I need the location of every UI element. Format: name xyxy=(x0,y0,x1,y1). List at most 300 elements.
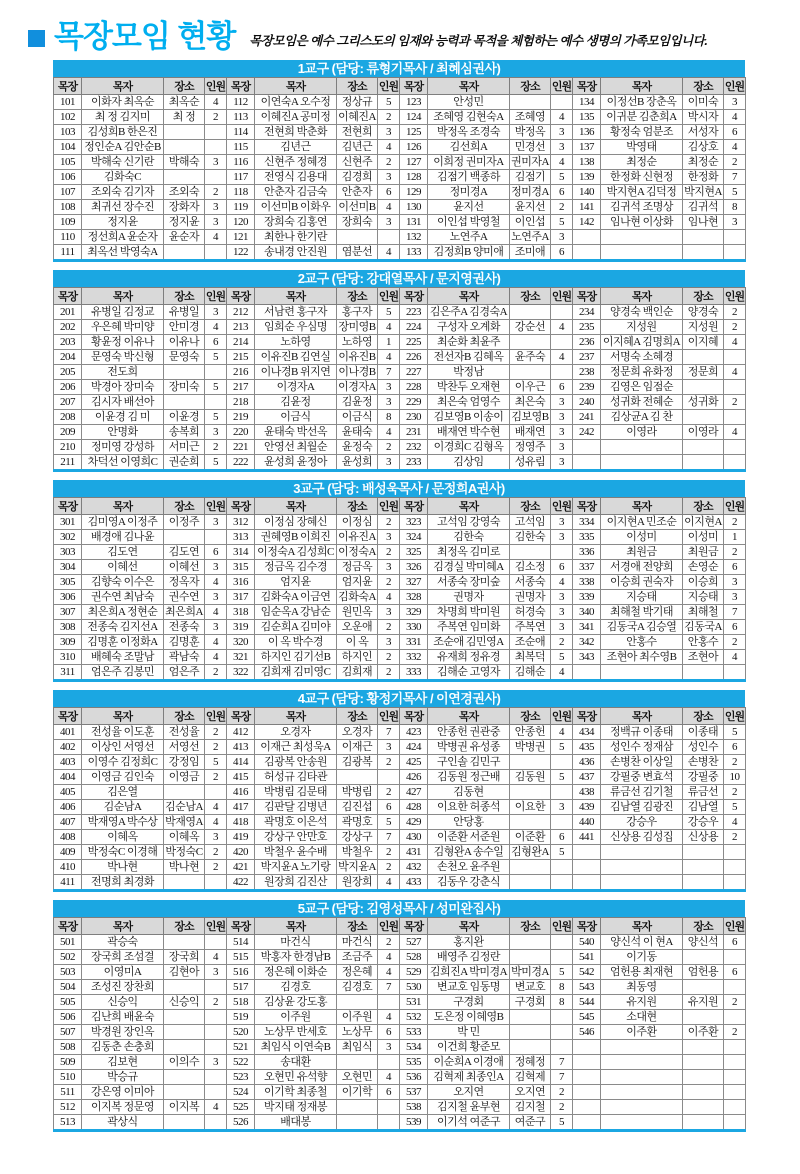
cell-moksa-names: 이건희 황준모 xyxy=(428,1040,510,1055)
cell-place: 이영라 xyxy=(683,425,724,440)
cell-place: 최복덕 xyxy=(510,650,551,665)
table-row xyxy=(54,1115,746,1131)
cell-count xyxy=(551,935,573,950)
cell-count: 8 xyxy=(378,410,400,425)
table-row xyxy=(54,725,746,740)
column-header-moksa-names: 목자 xyxy=(601,918,683,935)
cell-place: 성귀화 xyxy=(683,395,724,410)
section-1 xyxy=(53,60,745,262)
cell-place: 김동원 xyxy=(510,770,551,785)
cell-count xyxy=(724,245,746,261)
cell-mokjang-no: 413 xyxy=(227,740,255,755)
table-row xyxy=(54,320,746,335)
cell-mokjang-no: 420 xyxy=(227,845,255,860)
cell-mokjang-no: 223 xyxy=(400,305,428,320)
cell-count: 7 xyxy=(724,170,746,185)
cell-moksa-names: 성귀화 전혜순 xyxy=(601,395,683,410)
cell-moksa-names: 도은정 이혜영B xyxy=(428,1010,510,1025)
cell-count: 3 xyxy=(205,1055,227,1070)
cell-count: 2 xyxy=(551,1100,573,1115)
column-header-moksa-names: 목자 xyxy=(428,918,510,935)
cell-mokjang-no xyxy=(573,1085,601,1100)
cell-moksa-names: 정백규 이종태 xyxy=(601,725,683,740)
cell-count: 3 xyxy=(724,215,746,230)
cell-count: 5 xyxy=(724,725,746,740)
cell-moksa-names: 정선희A 윤순자 xyxy=(82,230,164,245)
cell-count xyxy=(724,875,746,891)
cell-mokjang-no: 338 xyxy=(573,575,601,590)
cell-count: 2 xyxy=(724,155,746,170)
cell-moksa-names: 류금선 김기철 xyxy=(601,785,683,800)
cell-moksa-names: 이정심 장혜신 xyxy=(255,515,337,530)
cell-place xyxy=(683,1070,724,1085)
cell-place: 김년근 xyxy=(337,140,378,155)
cell-count xyxy=(205,1040,227,1055)
cell-moksa-names: 안당홍 xyxy=(428,815,510,830)
cell-place: 이준환 xyxy=(510,830,551,845)
cell-mokjang-no: 226 xyxy=(400,350,428,365)
table-row xyxy=(54,650,746,665)
cell-count: 7 xyxy=(378,980,400,995)
cell-place: 박지윤A xyxy=(338,861,376,873)
roster-table-2 xyxy=(53,287,746,472)
cell-place: 최정순 xyxy=(683,155,724,170)
cell-moksa-names: 유재희 정유경 xyxy=(428,650,510,665)
cell-place: 전현희 xyxy=(337,125,378,140)
cell-place: 서종숙 xyxy=(510,575,551,590)
table-row xyxy=(54,95,746,110)
column-header-place: 장소 xyxy=(164,498,205,515)
cell-place: 김상호 xyxy=(683,140,724,155)
cell-place: 강필중 xyxy=(683,770,724,785)
cell-mokjang-no: 512 xyxy=(54,1100,82,1115)
cell-count xyxy=(724,860,746,875)
cell-count xyxy=(551,1025,573,1040)
cell-count xyxy=(205,1070,227,1085)
table-row xyxy=(54,635,746,650)
cell-count: 4 xyxy=(724,110,746,125)
cell-count: 4 xyxy=(551,320,573,335)
cell-place: 고석임 xyxy=(510,515,551,530)
column-header-place: 장소 xyxy=(510,708,551,725)
cell-moksa-names: 노하영 xyxy=(255,335,337,350)
cell-moksa-names xyxy=(601,245,683,261)
cell-moksa-names: 오경자 xyxy=(255,725,337,740)
cell-moksa-names: 차명희 박미원 xyxy=(428,605,510,620)
cell-mokjang-no: 403 xyxy=(54,755,82,770)
cell-place xyxy=(510,365,551,380)
cell-place: 장미숙 xyxy=(164,380,205,395)
cell-mokjang-no: 401 xyxy=(54,725,82,740)
cell-moksa-names: 신현주 정혜경 xyxy=(255,155,337,170)
cell-moksa-names xyxy=(601,455,683,471)
cell-place: 박재영A xyxy=(165,816,203,828)
cell-place: 김형완A xyxy=(511,846,549,858)
cell-place: 권명자 xyxy=(510,590,551,605)
cell-moksa-names: 이영라 xyxy=(601,425,683,440)
cell-place xyxy=(683,860,724,875)
column-header-place: 장소 xyxy=(683,918,724,935)
cell-place xyxy=(510,305,551,320)
cell-place xyxy=(510,545,551,560)
cell-count: 3 xyxy=(205,965,227,980)
cell-place: 정은혜 xyxy=(337,965,378,980)
column-header-count: 인원 xyxy=(724,708,746,725)
cell-place: 노하영 xyxy=(337,335,378,350)
cell-moksa-names: 이성미 xyxy=(601,530,683,545)
cell-mokjang-no: 304 xyxy=(54,560,82,575)
table-row xyxy=(54,425,746,440)
cell-place: 김순남A xyxy=(165,801,203,813)
cell-mokjang-no: 114 xyxy=(227,125,255,140)
cell-count xyxy=(724,455,746,471)
cell-count: 3 xyxy=(551,140,573,155)
cell-count: 2 xyxy=(205,740,227,755)
column-header-mokjang-no: 목장 xyxy=(54,288,82,305)
cell-count: 5 xyxy=(551,740,573,755)
cell-mokjang-no: 440 xyxy=(573,815,601,830)
cell-moksa-names: 배대봉 xyxy=(255,1115,337,1131)
cell-mokjang-no: 139 xyxy=(573,170,601,185)
cell-moksa-names: 하지인 김기선B xyxy=(255,650,337,665)
cell-mokjang-no: 503 xyxy=(54,965,82,980)
column-header-mokjang-no: 목장 xyxy=(227,918,255,935)
cell-moksa-names: 박정남 xyxy=(428,365,510,380)
section-3-header: 3교구 (담당: 배성욱목사 / 문정희A권사) xyxy=(53,480,745,497)
column-header-mokjang-no: 목장 xyxy=(54,498,82,515)
column-header-moksa-names: 목자 xyxy=(428,78,510,95)
column-header-count: 인원 xyxy=(378,918,400,935)
column-header-place: 장소 xyxy=(510,78,551,95)
cell-count: 7 xyxy=(551,1070,573,1085)
cell-place: 이경자A xyxy=(338,381,376,393)
cell-count: 5 xyxy=(205,755,227,770)
cell-moksa-names: 전선자B 김혜옥 xyxy=(428,350,510,365)
cell-place: 이윤경 xyxy=(164,410,205,425)
cell-count: 3 xyxy=(551,395,573,410)
cell-moksa-names: 곽승숙 xyxy=(82,935,164,950)
cell-mokjang-no: 509 xyxy=(54,1055,82,1070)
table-row xyxy=(54,845,746,860)
cell-count: 2 xyxy=(724,635,746,650)
cell-count: 2 xyxy=(378,935,400,950)
cell-count: 4 xyxy=(205,575,227,590)
cell-mokjang-no: 113 xyxy=(227,110,255,125)
cell-mokjang-no: 404 xyxy=(54,770,82,785)
cell-mokjang-no: 225 xyxy=(400,335,428,350)
cell-mokjang-no: 239 xyxy=(573,380,601,395)
cell-moksa-names: 김명훈 이정화A xyxy=(82,635,164,650)
cell-moksa-names: 박경아 장미숙 xyxy=(82,380,164,395)
cell-place xyxy=(510,1025,551,1040)
cell-place xyxy=(683,440,724,455)
cell-moksa-names: 서남련 홍구자 xyxy=(255,305,337,320)
cell-moksa-names: 김해순 고영자 xyxy=(428,665,510,681)
cell-mokjang-no: 320 xyxy=(227,635,255,650)
cell-place: 양신석 xyxy=(683,935,724,950)
cell-moksa-names: 홍지완 xyxy=(428,935,510,950)
cell-moksa-names: 손천오 윤주원 xyxy=(428,860,510,875)
cell-place: 김경희 xyxy=(337,170,378,185)
cell-count: 6 xyxy=(378,185,400,200)
cell-mokjang-no: 116 xyxy=(227,155,255,170)
cell-moksa-names: 이기학 최종철 xyxy=(255,1085,337,1100)
table-row xyxy=(54,860,746,875)
column-header-mokjang-no: 목장 xyxy=(400,498,428,515)
cell-place: 정미경A xyxy=(511,186,549,198)
section-3 xyxy=(53,480,745,682)
cell-place: 장국희 xyxy=(164,950,205,965)
cell-mokjang-no: 331 xyxy=(400,635,428,650)
column-header-mokjang-no: 목장 xyxy=(573,78,601,95)
cell-count: 5 xyxy=(378,95,400,110)
cell-mokjang-no: 505 xyxy=(54,995,82,1010)
cell-place xyxy=(164,980,205,995)
cell-moksa-names: 최한나 한기란 xyxy=(255,230,337,245)
cell-count xyxy=(551,875,573,891)
cell-count: 5 xyxy=(551,965,573,980)
cell-count: 2 xyxy=(205,185,227,200)
cell-place xyxy=(683,1040,724,1055)
cell-count: 8 xyxy=(551,995,573,1010)
cell-mokjang-no: 418 xyxy=(227,815,255,830)
cell-mokjang-no: 327 xyxy=(400,575,428,590)
cell-place: 최 정 xyxy=(164,110,205,125)
cell-mokjang-no: 120 xyxy=(227,215,255,230)
cell-count: 2 xyxy=(551,1085,573,1100)
cell-moksa-names: 강필중 변효석 xyxy=(601,770,683,785)
column-header-mokjang-no: 목장 xyxy=(573,498,601,515)
column-header-place: 장소 xyxy=(683,498,724,515)
cell-moksa-names: 김도연 xyxy=(82,545,164,560)
cell-count: 5 xyxy=(205,350,227,365)
cell-place: 박병림 xyxy=(337,785,378,800)
cell-count: 5 xyxy=(205,380,227,395)
cell-place: 이정주 xyxy=(164,515,205,530)
cell-mokjang-no: 519 xyxy=(227,1010,255,1025)
cell-moksa-names: 김순남A xyxy=(82,800,164,815)
cell-count: 4 xyxy=(378,425,400,440)
cell-place: 오현민 xyxy=(337,1070,378,1085)
cell-place xyxy=(510,860,551,875)
column-header-place: 장소 xyxy=(510,288,551,305)
cell-count xyxy=(205,395,227,410)
cell-moksa-names: 김귀석 조명상 xyxy=(601,200,683,215)
cell-moksa-names: 송내경 안진원 xyxy=(255,245,337,261)
cell-count: 6 xyxy=(724,965,746,980)
cell-moksa-names: 원장희 김진산 xyxy=(255,875,337,891)
cell-count: 3 xyxy=(551,515,573,530)
cell-place xyxy=(510,935,551,950)
cell-count: 3 xyxy=(724,95,746,110)
cell-moksa-names: 김은주A 김경숙A xyxy=(428,305,510,320)
cell-mokjang-no: 411 xyxy=(54,875,82,891)
cell-place xyxy=(510,815,551,830)
cell-mokjang-no: 209 xyxy=(54,425,82,440)
cell-mokjang-no: 540 xyxy=(573,935,601,950)
cell-place xyxy=(683,980,724,995)
table-row xyxy=(54,605,746,620)
cell-count: 4 xyxy=(378,140,400,155)
cell-count xyxy=(205,1010,227,1025)
cell-mokjang-no: 204 xyxy=(54,350,82,365)
cell-place: 허경숙 xyxy=(510,605,551,620)
cell-mokjang-no: 216 xyxy=(227,365,255,380)
cell-count: 4 xyxy=(378,1070,400,1085)
cell-mokjang-no: 205 xyxy=(54,365,82,380)
cell-mokjang-no: 343 xyxy=(573,650,601,665)
cell-place xyxy=(164,875,205,891)
cell-moksa-names: 구인솔 김민구 xyxy=(428,755,510,770)
cell-mokjang-no: 210 xyxy=(54,440,82,455)
cell-place: 이우근 xyxy=(510,380,551,395)
cell-mokjang-no: 409 xyxy=(54,845,82,860)
cell-count: 3 xyxy=(378,170,400,185)
cell-moksa-names: 전도희 xyxy=(82,365,164,380)
cell-mokjang-no: 233 xyxy=(400,455,428,471)
cell-mokjang-no: 543 xyxy=(573,980,601,995)
cell-count: 2 xyxy=(378,665,400,681)
cell-count xyxy=(205,1115,227,1131)
cell-moksa-names: 김보현 xyxy=(82,1055,164,1070)
cell-mokjang-no: 434 xyxy=(573,725,601,740)
cell-moksa-names: 이지복 정문영 xyxy=(82,1100,164,1115)
cell-place: 박미경A xyxy=(511,966,549,978)
cell-mokjang-no: 508 xyxy=(54,1040,82,1055)
cell-place: 이유나 xyxy=(164,335,205,350)
cell-moksa-names: 손병찬 이상일 xyxy=(601,755,683,770)
cell-moksa-names: 노연주A xyxy=(428,230,510,245)
cell-moksa-names: 임희순 우심명 xyxy=(255,320,337,335)
cell-mokjang-no: 412 xyxy=(227,725,255,740)
cell-place: 김도연 xyxy=(164,545,205,560)
cell-mokjang-no: 528 xyxy=(400,950,428,965)
cell-mokjang-no: 102 xyxy=(54,110,82,125)
cell-place: 이요한 xyxy=(510,800,551,815)
cell-count: 3 xyxy=(378,125,400,140)
cell-count: 4 xyxy=(205,650,227,665)
cell-count: 2 xyxy=(378,845,400,860)
cell-place: 김지철 xyxy=(510,1100,551,1115)
cell-place: 이지복 xyxy=(164,1100,205,1115)
cell-place xyxy=(337,1115,378,1131)
cell-mokjang-no: 302 xyxy=(54,530,82,545)
cell-place: 김화숙A xyxy=(338,591,376,603)
cell-mokjang-no: 305 xyxy=(54,575,82,590)
cell-count: 1 xyxy=(378,335,400,350)
cell-moksa-names: 마건식 xyxy=(255,935,337,950)
cell-place xyxy=(510,1040,551,1055)
cell-mokjang-no: 544 xyxy=(573,995,601,1010)
cell-place: 엄은주 xyxy=(164,665,205,681)
cell-count: 4 xyxy=(205,800,227,815)
cell-mokjang-no: 125 xyxy=(400,125,428,140)
table-row xyxy=(54,395,746,410)
cell-count: 4 xyxy=(205,230,227,245)
cell-mokjang-no: 240 xyxy=(573,395,601,410)
cell-moksa-names: 양신석 이 현A xyxy=(601,935,683,950)
cell-count: 4 xyxy=(724,815,746,830)
cell-mokjang-no: 219 xyxy=(227,410,255,425)
cell-mokjang-no: 322 xyxy=(227,665,255,681)
cell-count: 2 xyxy=(205,110,227,125)
cell-mokjang-no: 513 xyxy=(54,1115,82,1131)
cell-count: 2 xyxy=(551,635,573,650)
cell-moksa-names: 양경숙 백인순 xyxy=(601,305,683,320)
cell-mokjang-no: 141 xyxy=(573,200,601,215)
table-row xyxy=(54,770,746,785)
cell-count xyxy=(205,170,227,185)
cell-count: 5 xyxy=(205,410,227,425)
cell-place: 이승희 xyxy=(683,575,724,590)
cell-place: 손영순 xyxy=(683,560,724,575)
cell-count: 4 xyxy=(378,320,400,335)
cell-moksa-names: 정은혜 이화순 xyxy=(255,965,337,980)
cell-count: 2 xyxy=(378,755,400,770)
cell-mokjang-no: 214 xyxy=(227,335,255,350)
table-row xyxy=(54,965,746,980)
table-row xyxy=(54,575,746,590)
cell-count: 8 xyxy=(551,980,573,995)
cell-count: 2 xyxy=(551,200,573,215)
cell-count: 6 xyxy=(724,125,746,140)
cell-mokjang-no: 324 xyxy=(400,530,428,545)
cell-place: 강승우 xyxy=(683,815,724,830)
column-header-moksa-names: 목자 xyxy=(82,918,164,935)
cell-mokjang-no: 221 xyxy=(227,440,255,455)
cell-count: 2 xyxy=(724,305,746,320)
cell-count xyxy=(724,410,746,425)
column-header-mokjang-no: 목장 xyxy=(573,288,601,305)
cell-place: 이나경B xyxy=(338,366,376,378)
cell-mokjang-no: 407 xyxy=(54,815,82,830)
cell-count: 6 xyxy=(378,800,400,815)
cell-count: 3 xyxy=(378,635,400,650)
cell-mokjang-no: 115 xyxy=(227,140,255,155)
cell-mokjang-no: 438 xyxy=(573,785,601,800)
table-row xyxy=(54,1040,746,1055)
cell-moksa-names: 김지철 윤부현 xyxy=(428,1100,510,1115)
cell-place xyxy=(683,245,724,261)
cell-count: 4 xyxy=(205,320,227,335)
cell-moksa-names: 임순옥A 강남순 xyxy=(255,605,337,620)
cell-place xyxy=(337,1055,378,1070)
cell-mokjang-no: 529 xyxy=(400,965,428,980)
cell-count: 4 xyxy=(551,155,573,170)
cell-place: 이금식 xyxy=(337,410,378,425)
cell-count: 3 xyxy=(378,380,400,395)
cell-mokjang-no: 430 xyxy=(400,830,428,845)
cell-count: 3 xyxy=(378,215,400,230)
cell-mokjang-no: 534 xyxy=(400,1040,428,1055)
cell-count xyxy=(724,950,746,965)
cell-place xyxy=(510,335,551,350)
cell-moksa-names: 엄헌용 최재현 xyxy=(601,965,683,980)
cell-moksa-names: 김향숙 이수은 xyxy=(82,575,164,590)
cell-mokjang-no: 426 xyxy=(400,770,428,785)
cell-moksa-names: 소대현 xyxy=(601,1010,683,1025)
cell-place: 김명훈 xyxy=(164,635,205,650)
cell-moksa-names: 황윤정 이유나 xyxy=(82,335,164,350)
roster-content xyxy=(53,60,745,1132)
cell-moksa-names: 최해철 박기태 xyxy=(601,605,683,620)
cell-place xyxy=(337,1100,378,1115)
table-row xyxy=(54,560,746,575)
cell-place: 이지현A xyxy=(684,516,722,528)
cell-count: 4 xyxy=(724,140,746,155)
table-row xyxy=(54,215,746,230)
cell-count: 3 xyxy=(378,605,400,620)
